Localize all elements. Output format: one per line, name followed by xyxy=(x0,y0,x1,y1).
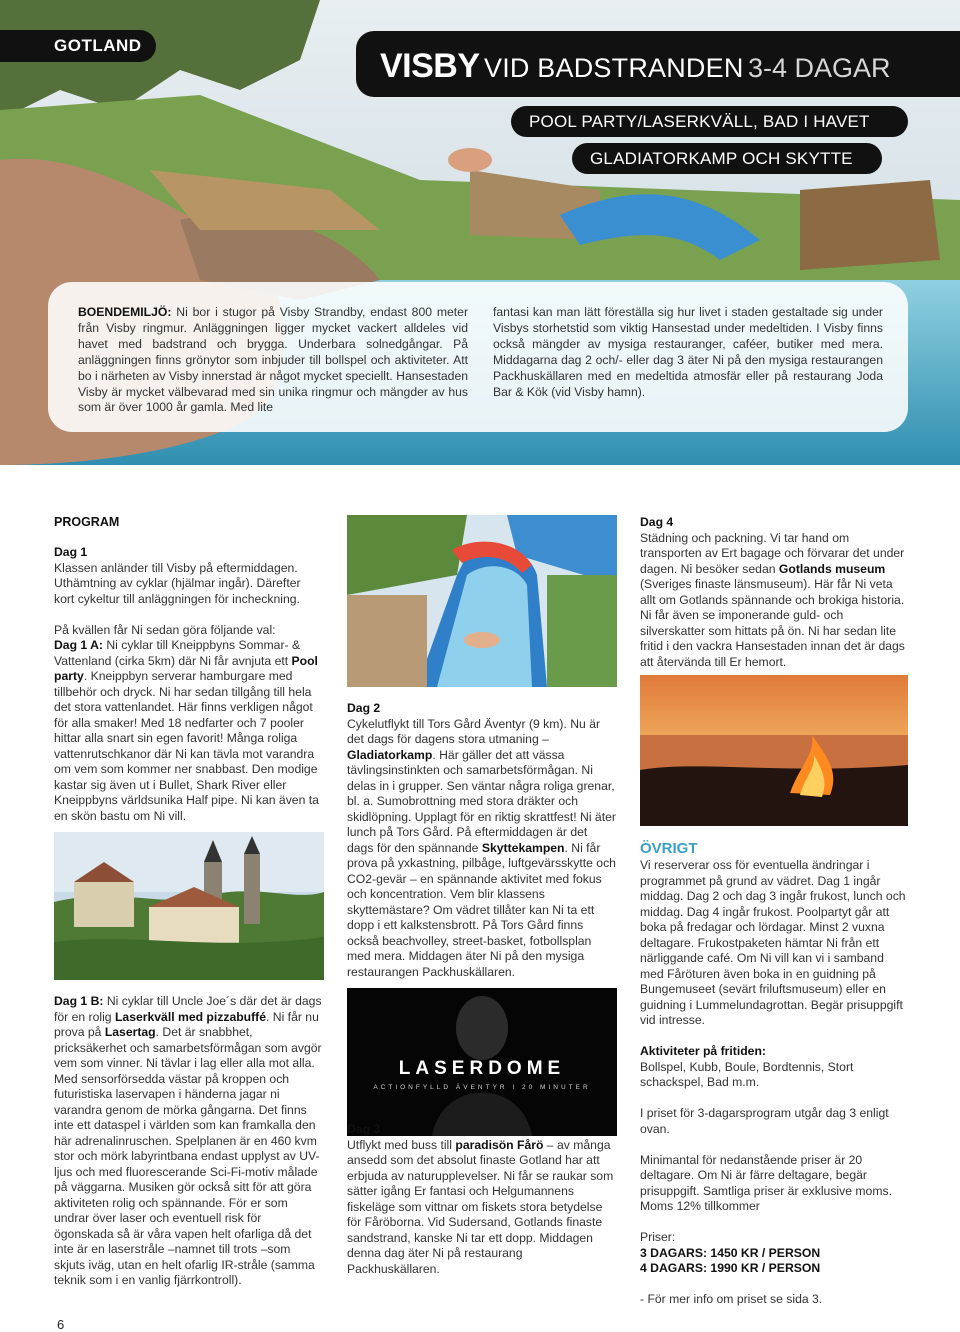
sunset-bonfire-photo xyxy=(640,675,908,826)
day4-text-2: (Sveriges finaste länsmuseum). Här får Ni veta allt om Gotlands spännande och brokiga historia. Ni får även se imponerande guld- och silverskatter som hittats på ön. Ni har sedan lite fritid i den vackra Hansestaden innan det är dags att återvända till Er hemort. xyxy=(640,577,905,669)
program-col-b-lower xyxy=(347,1122,617,1293)
program-heading: PROGRAM xyxy=(54,515,120,529)
program-col-a xyxy=(54,545,324,840)
day1a-text-2: . Kneippbyn serverar hamburgare med tillbehör och dryck. Ni har sedan tillgång till hela det stora vattenlandet. Här finns verkligen något för alla smaker! Med 18 nedfarter och 7 pooler hittar alla snart sin egen favorit! Många roliga vattenrutschkanor där Ni kan tävla mot varandra om vem som kommer ner snabbast. Den modige kastar sig även ut i Bullet, Shark River eller Kneippbyns världsunika Half pipe. Ni kan även ta en skön bastu om Ni vill. xyxy=(54,669,319,823)
price-note: I priset för 3-dagarsprogram utgår dag 3 enligt ovan. xyxy=(640,1106,889,1136)
laserdome-tagline: ACTIONFYLLD ÄVENTYR I 20 MINUTER xyxy=(373,1084,591,1091)
evening-intro: På kvällen får Ni sedan göra följande val: xyxy=(54,622,276,637)
intro-label: BOENDEMILJÖ: xyxy=(78,305,172,319)
day3-text-1: Utflykt med buss till xyxy=(347,1137,456,1152)
day1b-label: Dag 1 B: xyxy=(54,994,104,1008)
day3-heading: Dag 3 xyxy=(347,1122,381,1136)
price-3-days: 3 DAGARS: 1450 KR / PERSON xyxy=(640,1245,821,1260)
day2-text-2: . Här gäller det att vässa tävlingsinstinkten och samarbetsförmågan. Ni delas in i grupper. Sen väntar några roliga grenar, bl. a. Sumobrottning med stora dräkter och skidlöpning. Upplagt för en riktig skrattfest! Ni äter lunch på Tors Gård. På eftermiddagen är det dags för den spännande xyxy=(347,747,616,855)
gladiatorkamp-bold: Gladiatorkamp xyxy=(347,747,433,762)
waterslide-photo xyxy=(347,515,617,687)
page-title xyxy=(356,31,960,97)
laserdome-logo: LASERDOME xyxy=(398,1058,566,1079)
price-4-days: 4 DAGARS: 1990 KR / PERSON xyxy=(640,1261,821,1275)
lasertag-bold: Lasertag xyxy=(104,1025,156,1039)
pool-party-bold: Pool party xyxy=(54,653,318,683)
ovrigt-section xyxy=(640,858,908,1323)
page-number: 6 xyxy=(57,1317,65,1332)
region-label: GOTLAND xyxy=(38,30,156,62)
program-col-b xyxy=(347,701,617,996)
ovrigt-text: Vi reserverar oss för eventuella ändringar i programmet på grund av vädret. Dag 1 ingår middag. Dag 2 och dag 3 ingår frukost, lunch och middag. Dag 4 ingår frukost. Poolpartyt går att boka på fredagar och lördagar. Minst 2 vuxna deltagare. Frukostpaketen hämtar Ni från ett närliggande café. Om Ni vill kan vi i samband med Fåröturen även boka in en guidning på Bungemuseet (sevärt friluftsmuseum) eller en guidning i Lummelundagrottan. Begär prisuppgift vid intresse. xyxy=(640,858,906,1027)
day1a-label: Dag 1 A: xyxy=(54,638,103,652)
intro-text-col2: fantasi kan man lätt föreställa sig hur livet i staden gestaltade sig under Visbys storhetstid som viktig Hansestad under medeltiden. I Visby finns också mängder av mysiga restauranger, caféer, butiker med mera. Middagarna dag 2 och/- eller dag 3 äter Ni på den mysiga restaurangen Packhuskällaren med en medeltida atmosfär eller på restaurang Joda Bar & Kök (vid Visby hamn). xyxy=(493,305,883,399)
laserdome-photo xyxy=(347,988,617,1136)
hero-photo-section xyxy=(0,0,960,465)
faro-bold: paradisön Fårö xyxy=(455,1137,544,1152)
skyttekampen-bold: Skyttekampen xyxy=(481,840,565,855)
laserkvall-bold: Laserkväll med pizzabuffé xyxy=(114,1009,267,1024)
day1b-text-1: Ni cyklar till Uncle Joe´s där det är dags för en rolig xyxy=(54,994,322,1024)
day1b-text-3: . Det är snabbhet, pricksäkerhet och samarbetsförmågan som avgör vem som vinner. Ni tävlar i lag eller alla mot alla. Med sensorförsedda västar på kroppen och futuristiska laservapen i händerna jagar ni varandra genom de mörka gångarna. Det finns inte ett dataspel i världen som kan framkalla den här adrenalinruschen. Spelplanen är en 460 kvm stor och mörk labyrintbana endast upplyst av UV-ljus och med fluorescerande Sci-Fi-motiv målade på väggarna. Musiken gör också sitt för att göra aktiviteten rolig och spännande. För er som undrar över laser och eventuell risk för ögonskada så är våra vapen helt ofarliga då det inte är en laserstråle –namnet till trots –som skjuts iväg, utan en helt ofarlig IR-stråle (samma teknik som i en vanlig fjärrkontroll). xyxy=(54,1025,322,1287)
title-days: 3-4 DAGAR xyxy=(748,53,891,83)
day4-text-1: Städning och packning. Vi tar hand om transporten av Ert bagage och förvarar det under dagen. Ni besöker sedan xyxy=(640,530,905,576)
program-col-a-lower xyxy=(54,994,324,1304)
subtitle-pool-party: POOL PARTY/LASERKVÄLL, BAD I HAVET xyxy=(511,106,908,137)
day1-heading: Dag 1 xyxy=(54,545,88,559)
title-visby: VISBY xyxy=(380,47,480,85)
ovrigt-heading: ÖVRIGT xyxy=(640,840,698,857)
day1a-text-1: Ni cyklar till Kneippbyns Sommar- & Vattenland (cirka 5km) där Ni får avnjuta ett xyxy=(54,638,301,668)
gotlands-museum-bold: Gotlands museum xyxy=(778,561,886,576)
activities-text: Bollspel, Kubb, Boule, Bordtennis, Stort schackspel, Bad m.m. xyxy=(640,1059,854,1089)
min-note: Minimantal för nedanstående priser är 20 deltagare. Om Ni är färre deltagare, begär prisuppgift. Samtliga priser är exklusive moms. Moms 12% tillkommer xyxy=(640,1152,892,1213)
day1b-text-2: . Ni får nu prova på xyxy=(54,1009,319,1039)
title-rest: VID BADSTRANDEN xyxy=(484,53,744,83)
intro-text-col1 xyxy=(78,305,468,416)
activities-heading: Aktiviteter på fritiden: xyxy=(640,1044,766,1058)
intro-col1-text: Ni bor i stugor på Visby Strandby, endast 800 meter från Visby ringmur. Anläggningen ligger mycket vackert alldeles vid havet med badstrand och brygga. Underbara solnedgångar. På anläggningen finns grönytor som inbjuder till bollspel och aktiviteter. Att bo i närheten av Visby innerstad är något mycket speciellt. Hansestaden Visby är mycket välbevarad med sin unika ringmur och mängder av hus som är över 1000 år gamla. Med lite xyxy=(78,305,468,415)
prices-heading: Priser: xyxy=(640,1230,676,1244)
day2-text-1: Cykelutflykt till Tors Gård Äventyr (9 km). Nu är det dags för dagens stora utmaning – xyxy=(347,716,601,746)
day4-heading: Dag 4 xyxy=(640,515,674,529)
visby-town-photo xyxy=(54,832,324,980)
day2-text-3: . Ni får prova på yxkastning, pilbåge, luftgevärsskytte och CO2-gevär – en spännande aktivitet med fokus och koncentration. Vem blir klassens skyttemästare? Om vädret tillåter kan Ni ta ett dopp i ett kalkstensbrott. På Tors Gård finns också beachvolley, street-basket, fotbollsplan med mera. Middagen äter Ni på den mysiga restaurangen Packhuskällaren. xyxy=(347,840,616,979)
day2-heading: Dag 2 xyxy=(347,701,381,715)
subtitle-gladiator: GLADIATORKAMP OCH SKYTTE xyxy=(572,143,882,174)
day3-text-2: – av många ansedd som det absolut finaste Gotland har att erbjuda av naturupplevelser. Ni får se raukar som sätter igång Er fantasi och Helgumannens fiskeläge som vittnar om fiskets stora betydelse för Fåröborna. Vid Sudersand, Gotlands finaste sandstrand, kanske Ni tar ett dopp. Middagen denna dag äter Ni på restaurang Packhuskällaren. xyxy=(347,1137,614,1276)
program-col-c xyxy=(640,515,908,686)
more-info-note: - För mer info om priset se sida 3. xyxy=(640,1292,823,1306)
day1-text: Klassen anländer till Visby på eftermiddagen. Uthämtning av cyklar (hjälmar ingår). Därefter kort cykeltur till anläggningen för incheckning. xyxy=(54,560,301,606)
